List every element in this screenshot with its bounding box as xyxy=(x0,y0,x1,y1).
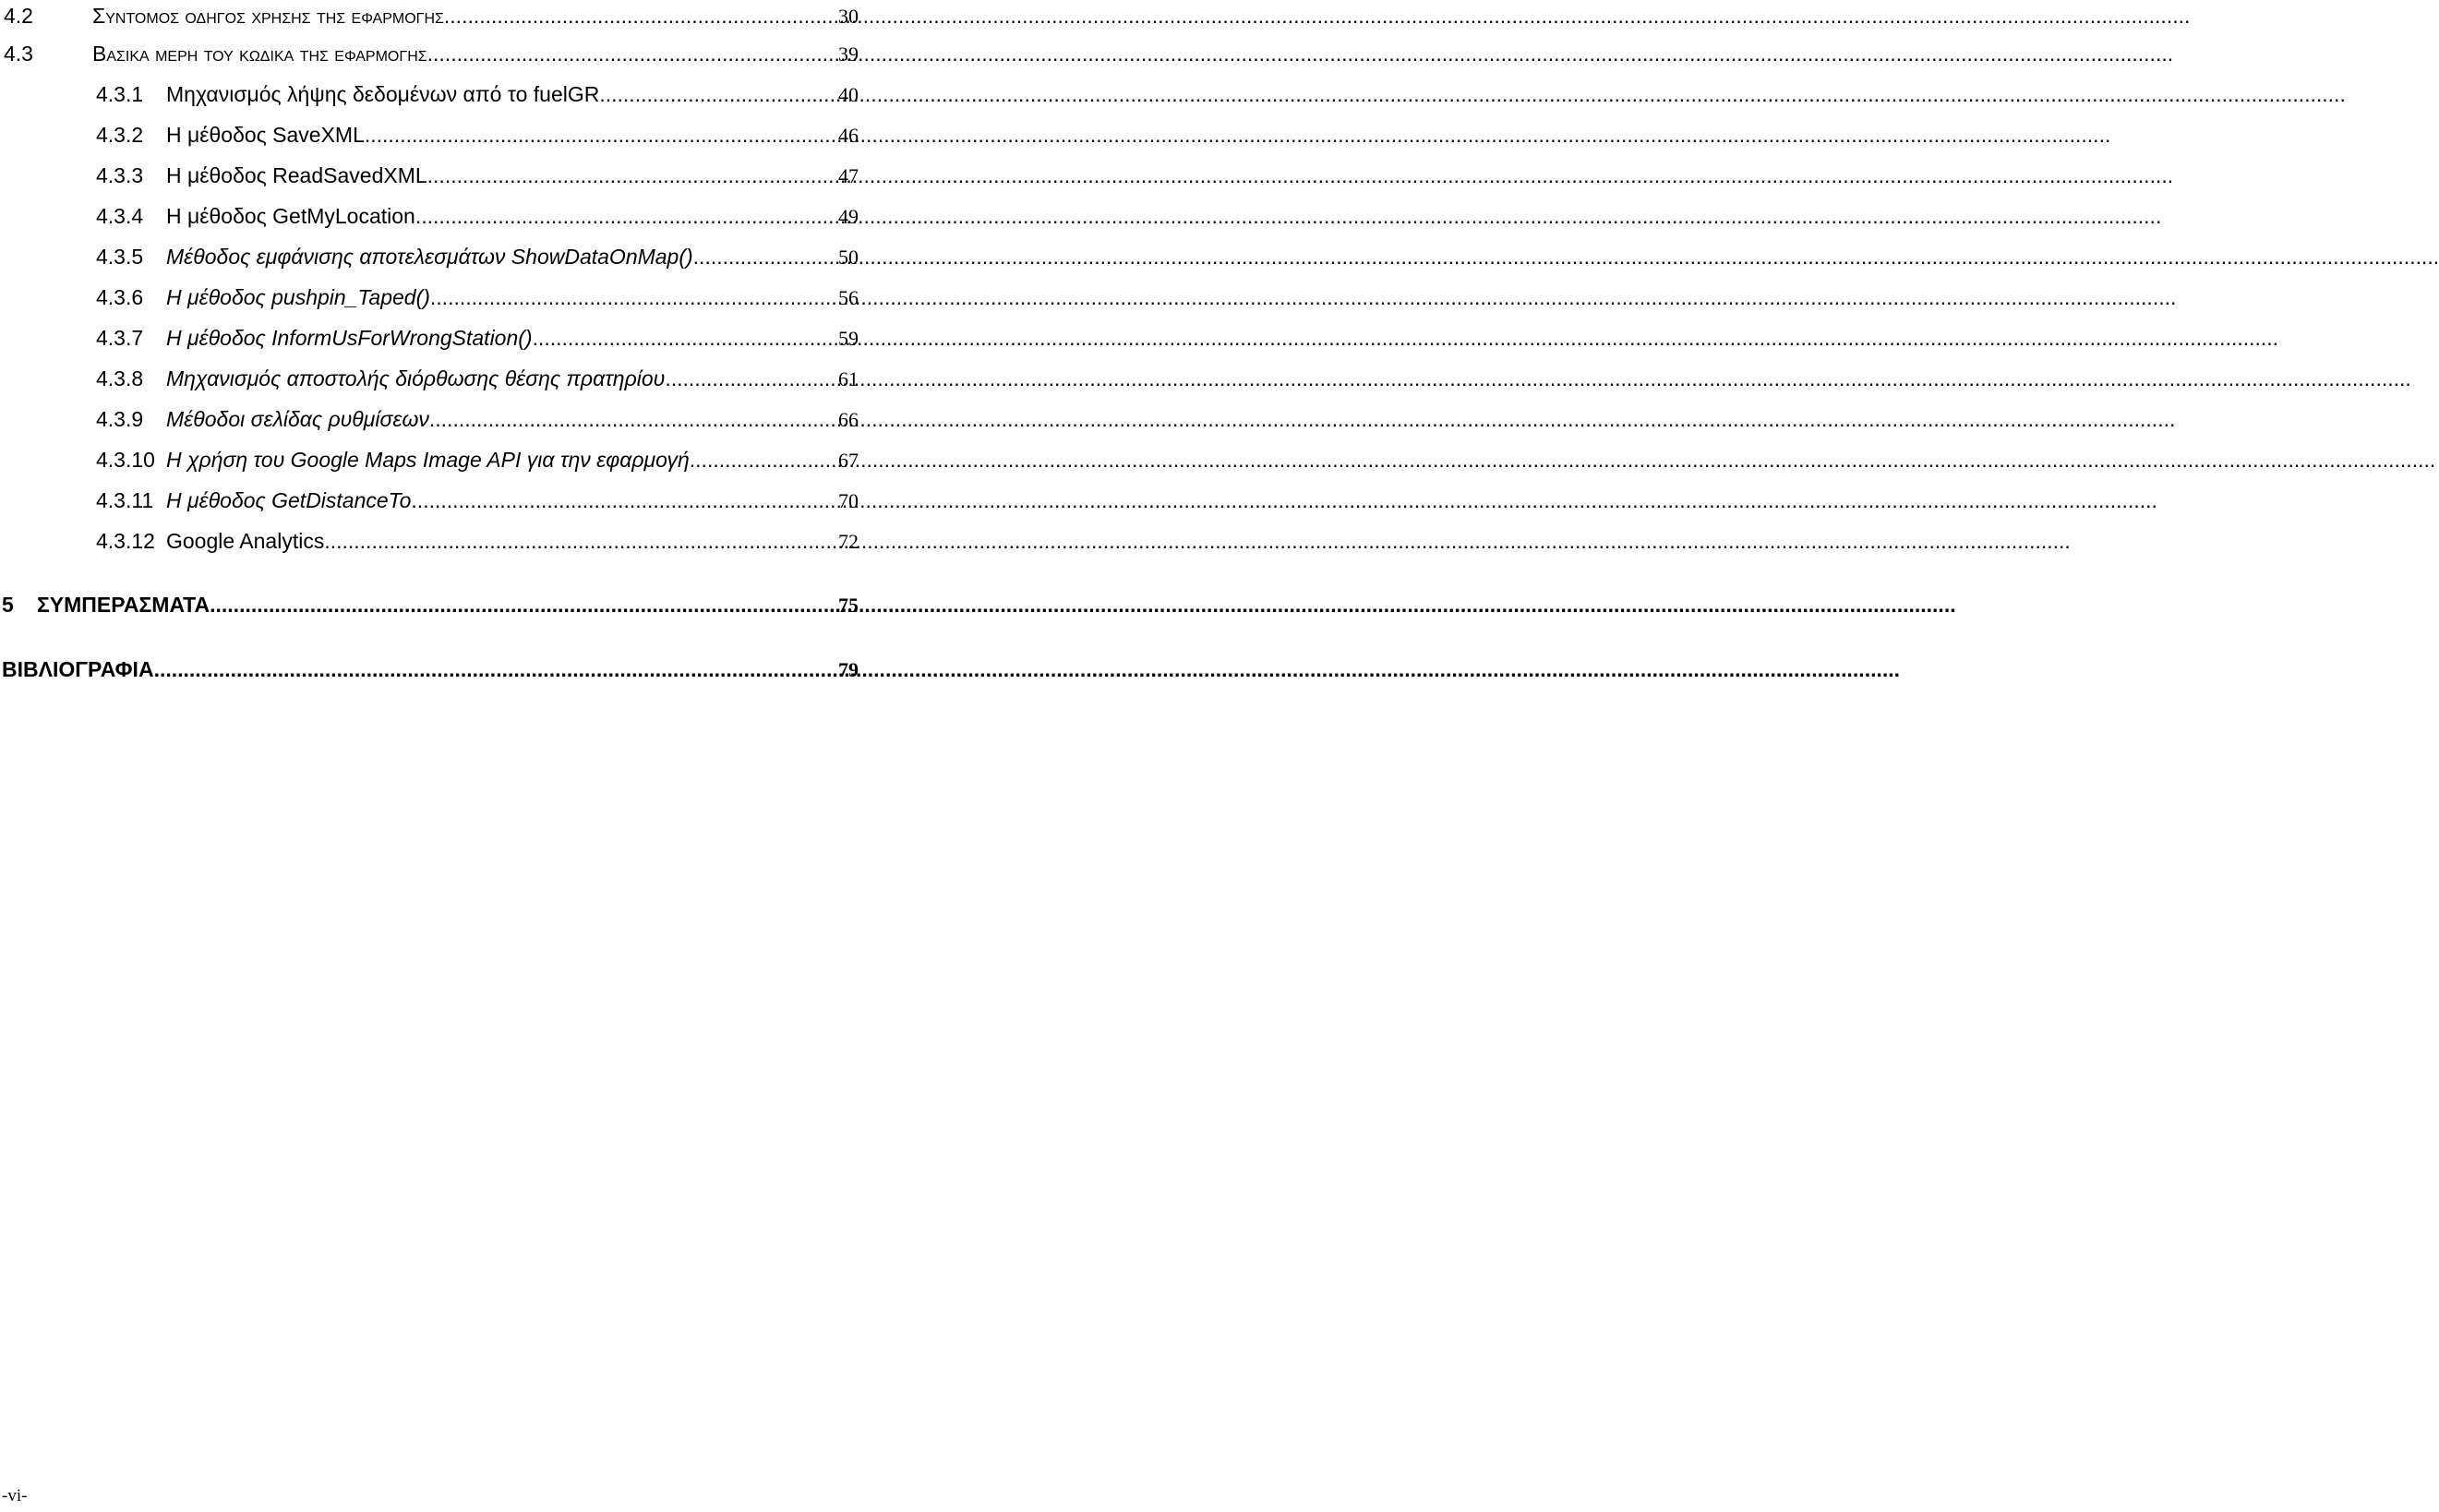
toc-entry-title: ΒΙΒΛΙΟΓΡΑΦΙΑ xyxy=(2,657,154,681)
toc-dot-leader xyxy=(427,42,836,66)
toc-dot-leader xyxy=(430,285,836,310)
toc-entry-number: 4.3.1 xyxy=(96,82,144,106)
toc-entry[interactable] xyxy=(96,366,859,391)
toc-entry-title: ΣΥΜΠΕΡΑΣΜΑΤΑ xyxy=(37,593,210,617)
toc-entry-number: 4.3.3 xyxy=(96,163,144,187)
toc-entry-title: Η μέθοδος pushpin_Taped() xyxy=(166,285,430,309)
toc-dot-leader xyxy=(690,448,836,473)
toc-entry-number: 4.3.4 xyxy=(96,204,144,228)
toc-entry[interactable] xyxy=(96,285,859,310)
toc-entry-page: 61 xyxy=(838,367,859,390)
toc-entry-number: 4.3.6 xyxy=(96,285,144,309)
toc-dot-leader xyxy=(693,245,836,270)
toc-entry-page: 30 xyxy=(838,5,859,28)
toc-entry-number: 4.3.11 xyxy=(96,488,154,512)
toc-entry-bibliography[interactable] xyxy=(2,657,859,682)
toc-entry-page: 50 xyxy=(838,246,859,269)
toc-entry[interactable] xyxy=(96,204,859,229)
toc-entry-page: 47 xyxy=(838,164,859,187)
toc-entry[interactable] xyxy=(96,123,859,148)
toc-entry[interactable] xyxy=(96,529,859,554)
toc-dot-leader xyxy=(599,82,836,107)
toc-entry-page: 59 xyxy=(838,327,859,350)
toc-entry[interactable] xyxy=(96,407,859,432)
toc-entry-chapter[interactable] xyxy=(2,593,859,618)
toc-entry-title: Βασικα μερη του κωδικα της εφαρμογης xyxy=(92,42,427,66)
toc-entry[interactable] xyxy=(96,163,859,188)
toc-entry-number: 4.3.7 xyxy=(96,326,144,350)
toc-entry[interactable] xyxy=(4,42,859,66)
toc-dot-leader xyxy=(210,593,836,618)
toc-dot-leader xyxy=(533,326,836,351)
toc-entry-number: 4.3.8 xyxy=(96,366,144,390)
toc-entry-page: 56 xyxy=(838,286,859,309)
toc-entry-page: 75 xyxy=(838,594,859,617)
toc-entry-page: 67 xyxy=(838,449,859,472)
toc-dot-leader xyxy=(665,366,836,391)
toc-dot-leader xyxy=(427,163,836,188)
toc-dot-leader xyxy=(365,123,836,148)
toc-dot-leader xyxy=(429,407,836,432)
toc-entry[interactable] xyxy=(96,82,859,107)
toc-entry-number: 4.3.5 xyxy=(96,245,144,269)
toc-entry-number: 5 xyxy=(2,593,14,617)
toc-entry[interactable] xyxy=(4,4,859,29)
toc-entry-page: 72 xyxy=(838,530,859,553)
toc-dot-leader xyxy=(324,529,836,554)
toc-entry-title: Η χρήση του Google Maps Image API για την εφαρμογή xyxy=(166,448,690,472)
toc-dot-leader xyxy=(154,657,836,682)
toc-entry-title: Η μέθοδος InformUsForWrongStation() xyxy=(166,326,533,350)
toc-entry-title: Η μέθοδος GetDistanceTo xyxy=(166,488,412,512)
toc-entry-number: 4.3.10 xyxy=(96,448,155,472)
toc-entry-title: Μέθοδος εμφάνισης αποτελεσμάτων ShowDataOnMap() xyxy=(166,245,693,269)
toc-entry-number: 4.3 xyxy=(4,42,33,66)
toc-entry-number: 4.3.12 xyxy=(96,529,155,553)
toc-entry-title: Μέθοδοι σελίδας ρυθμίσεων xyxy=(166,407,429,431)
toc-entry-title: Η μέθοδος GetMyLocation xyxy=(166,204,415,228)
toc-dot-leader xyxy=(415,204,836,229)
toc-entry[interactable] xyxy=(96,245,859,270)
toc-entry-title: Google Analytics xyxy=(166,529,325,553)
toc-entry-title: Η μέθοδος SaveXML xyxy=(166,123,365,147)
toc-entry-page: 66 xyxy=(838,408,859,431)
toc-entry-number: 4.2 xyxy=(4,4,33,28)
toc-entry[interactable] xyxy=(96,488,859,513)
toc-entry-page: 39 xyxy=(838,42,859,66)
toc-entry[interactable] xyxy=(96,448,859,473)
toc-entry[interactable] xyxy=(96,326,859,351)
toc-dot-leader xyxy=(411,488,836,513)
toc-entry-page: 70 xyxy=(838,489,859,512)
toc-entry-number: 4.3.2 xyxy=(96,123,144,147)
page-number-footer: -vi- xyxy=(2,1486,28,1506)
toc-entry-page: 79 xyxy=(838,658,859,681)
toc-entry-title: Μηχανισμός αποστολής διόρθωσης θέσης πρατηρίου xyxy=(166,366,666,390)
toc-entry-page: 46 xyxy=(838,124,859,147)
toc-entry-number: 4.3.9 xyxy=(96,407,144,431)
toc-entry-page: 49 xyxy=(838,205,859,228)
toc-dot-leader xyxy=(444,4,836,29)
toc-entry-title: Μηχανισμός λήψης δεδομένων από το fuelGR xyxy=(166,82,600,106)
toc-entry-title: Συντομος οδηγος χρησης της εφαρμογης xyxy=(92,4,444,28)
toc-entry-page: 40 xyxy=(838,83,859,106)
toc-entry-title: Η μέθοδος ReadSavedXML xyxy=(166,163,427,187)
